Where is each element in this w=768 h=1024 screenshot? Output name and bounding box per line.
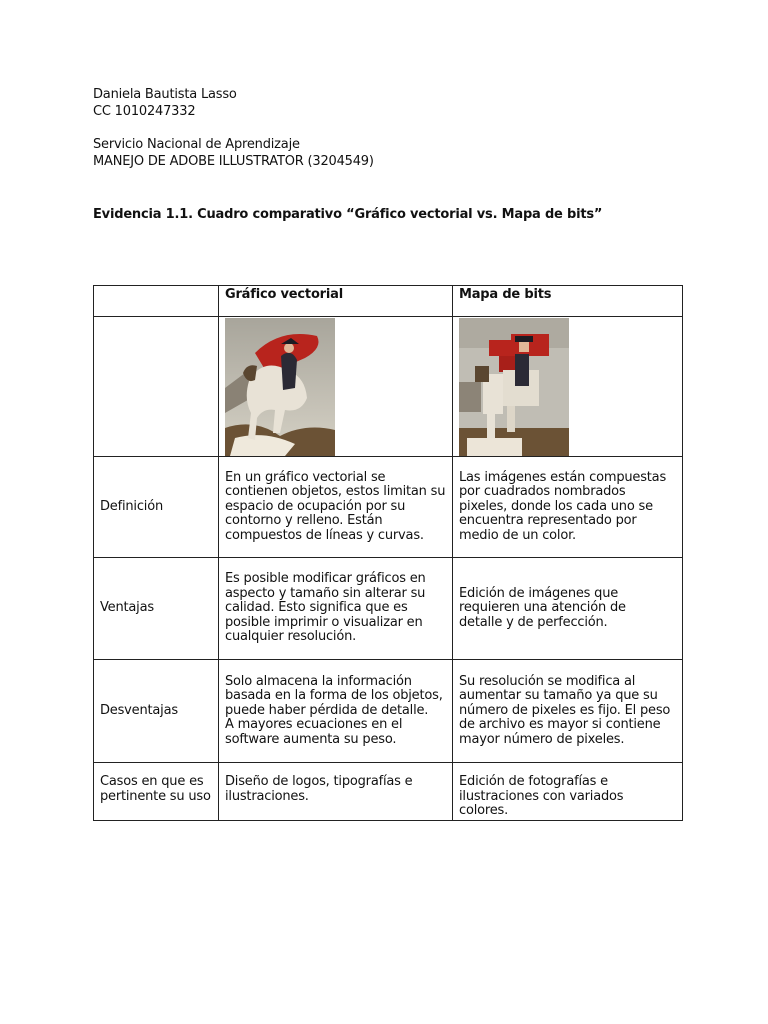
bitmap-casos: Edición de fotografías e ilustraciones con variados colores. xyxy=(453,763,683,821)
image-row-label xyxy=(94,317,219,457)
vector-image-cell xyxy=(219,317,453,457)
document-title: Evidencia 1.1. Cuadro comparativo “Gráfico vectorial vs. Mapa de bits” xyxy=(93,207,603,222)
institution: Servicio Nacional de Aprendizaje xyxy=(93,137,300,152)
bitmap-ventajas: Edición de imágenes que requieren una atención de detalle y de perfección. xyxy=(453,558,683,660)
table-row xyxy=(94,558,683,660)
course-name: MANEJO DE ADOBE ILLUSTRATOR (3204549) xyxy=(93,154,374,169)
author-id: CC 1010247332 xyxy=(93,104,196,119)
row-label-casos: Casos en que es pertinente su uso xyxy=(94,763,219,821)
bitmap-definicion: Las imágenes están compuestas por cuadrados nombrados pixeles, donde los cada uno se encuentra representado por medio de un color. xyxy=(453,457,683,558)
table-row xyxy=(94,457,683,558)
table-row xyxy=(94,763,683,821)
image-row xyxy=(94,317,683,457)
row-label-ventajas: Ventajas xyxy=(94,558,219,660)
napoleon-painting-vector xyxy=(225,318,335,456)
row-label-definicion: Definición xyxy=(94,457,219,558)
author-name: Daniela Bautista Lasso xyxy=(93,87,237,102)
napoleon-painting-bitmap xyxy=(459,318,569,456)
table-row xyxy=(94,660,683,763)
header-vector: Gráfico vectorial xyxy=(219,286,453,317)
comparison-table xyxy=(93,285,683,821)
bitmap-image-cell xyxy=(453,317,683,457)
vector-casos: Diseño de logos, tipografías e ilustraciones. xyxy=(219,763,453,821)
header-cell-empty xyxy=(94,286,219,317)
vector-definicion: En un gráfico vectorial se contienen objetos, estos limitan su espacio de ocupación por su contorno y relleno. Están compuestos de líneas y curvas. xyxy=(219,457,453,558)
table-header-row xyxy=(94,286,683,317)
row-label-desventajas: Desventajas xyxy=(94,660,219,763)
vector-desventajas: Solo almacena la información basada en la forma de los objetos, puede haber pérdida de detalle. A mayores ecuaciones en el software aumenta su peso. xyxy=(219,660,453,763)
vector-ventajas: Es posible modificar gráficos en aspecto y tamaño sin alterar su calidad. Esto significa que es posible imprimir o visualizar en cualquier resolución. xyxy=(219,558,453,660)
header-bitmap: Mapa de bits xyxy=(453,286,683,317)
bitmap-desventajas: Su resolución se modifica al aumentar su tamaño ya que su número de pixeles es fijo. El peso de archivo es mayor si contiene mayor número de pixeles. xyxy=(453,660,683,763)
